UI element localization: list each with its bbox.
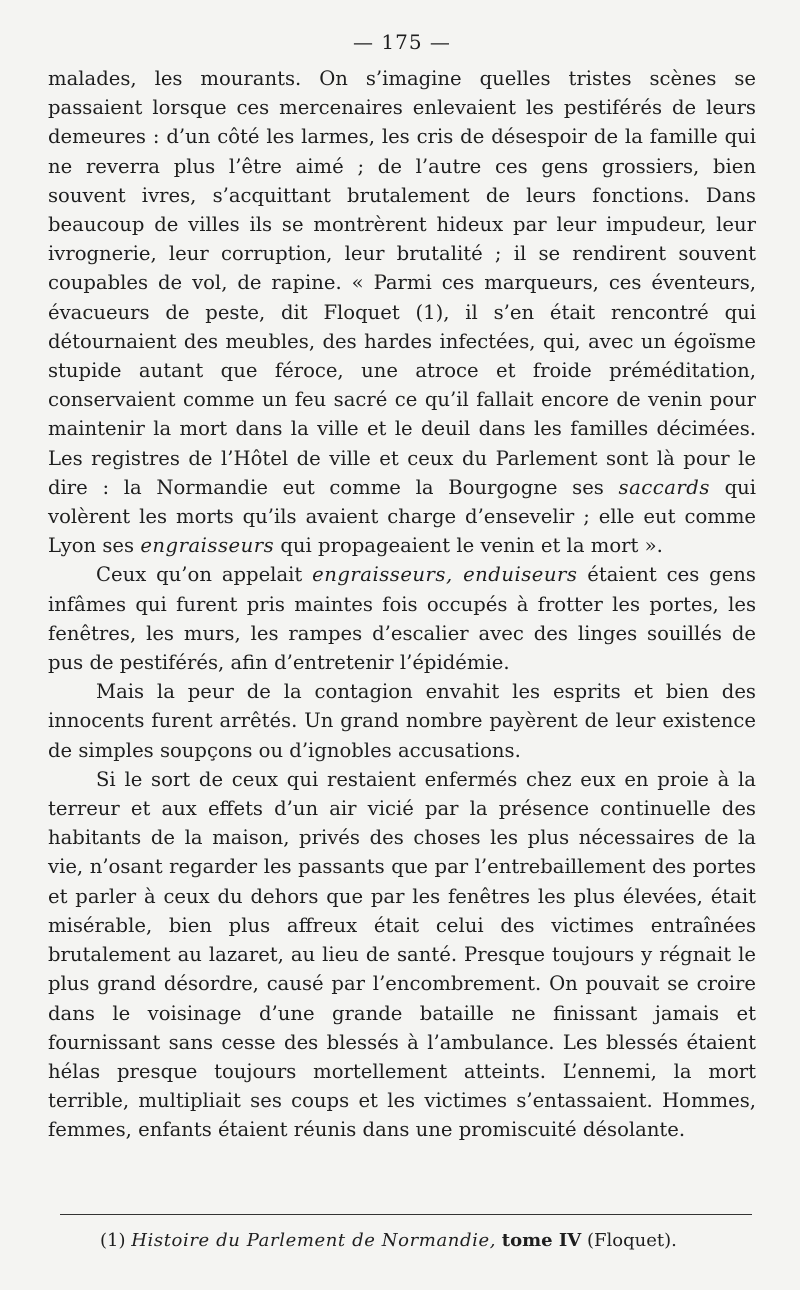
paragraph: Ceux qu’on appelait engraisseurs, enduiseurs étaient ces gens infâmes qui furent pris maintes fois occupés à frotter les portes, les fenêtres, les murs, les rampes d’escalier avec des linges souillés de pus de pestiférés, afin d’entretenir l’épidémie. [48, 563, 756, 675]
footnote-author: (Floquet). [586, 1230, 677, 1251]
page-number: — 175 — [353, 30, 451, 54]
paragraph: malades, les mourants. On s’imagine quelles tristes scènes se passaient lorsque ces mercenaires enlevaient les pestiférés de leurs demeures : d’un côté les larmes, les cris de désespoir de la famille qui ne reverra plus l’être aimé ; de l’autre ces gens grossiers, bien souvent ivres, s’acquittant brutalement de leurs fonctions. Dans beaucoup de villes ils se montrèrent hideux par leur impudeur, leur ivrognerie, leur corruption, leur brutalité ; il se rendirent souvent coupables de vol, de rapine. « Parmi ces marqueurs, ces éventeurs, évacueurs de peste, dit Floquet (1), il s’en était rencontré qui détournaient des meubles, des hardes infectées, qui, avec un égoïsme stupide autant que féroce, une atroce et froide préméditation, conservaient comme un feu sacré ce qu’il fallait encore de venin pour maintenir la mort dans la ville et le deuil dans les familles décimées. Les registres de l’Hôtel de ville et ceux du Parlement sont là pour le dire : la Normandie eut comme la Bourgogne ses saccards qui volèrent les morts qu’ils avaient charge d’ensevelir ; elle eut comme Lyon ses engraisseurs qui propageaient le venin et la mort ». [48, 67, 756, 558]
body-text [48, 64, 756, 1145]
italic-term: saccards [618, 475, 710, 499]
paragraph: Si le sort de ceux qui restaient enfermés chez eux en proie à la terreur et aux effets d’un air vicié par la présence continuelle des habitants de la maison, privés des choses les plus nécessaires de la vie, n’osant regarder les passants que par l’entrebaillement des portes et parler à ceux du dehors que par les fenêtres les plus élevées, était misérable, bien plus affreux était celui des victimes entraînées brutalement au lazaret, au lieu de santé. Presque toujours y régnait le plus grand désordre, causé par l’encombrement. On pouvait se croire dans le voisinage d’une grande bataille ne finissant jamais et fournissant sans cesse des blessés à l’ambulance. Les blessés étaient hélas presque toujours mortellement atteints. L’ennemi, la mort terrible, multipliait ses coups et les victimes s’entassaient. Hommes, femmes, enfants étaient réunis dans une promiscuité désolante. [48, 767, 756, 1142]
italic-term: engraisseurs [140, 534, 275, 558]
footnote-title: Histoire du Parlement de Normandie, [131, 1230, 497, 1251]
footnote-volume: tome IV [501, 1230, 582, 1251]
paragraph: Mais la peur de la contagion envahit les esprits et bien des innocents furent arrêtés. Un grand nombre payèrent de leur existence de simples soupçons ou d’ignobles accusations. [48, 680, 756, 762]
italic-term: engraisseurs, enduiseurs [312, 563, 578, 587]
footnote-marker: (1) [100, 1230, 126, 1251]
footnote [100, 1228, 760, 1254]
footnote-divider [60, 1214, 752, 1215]
